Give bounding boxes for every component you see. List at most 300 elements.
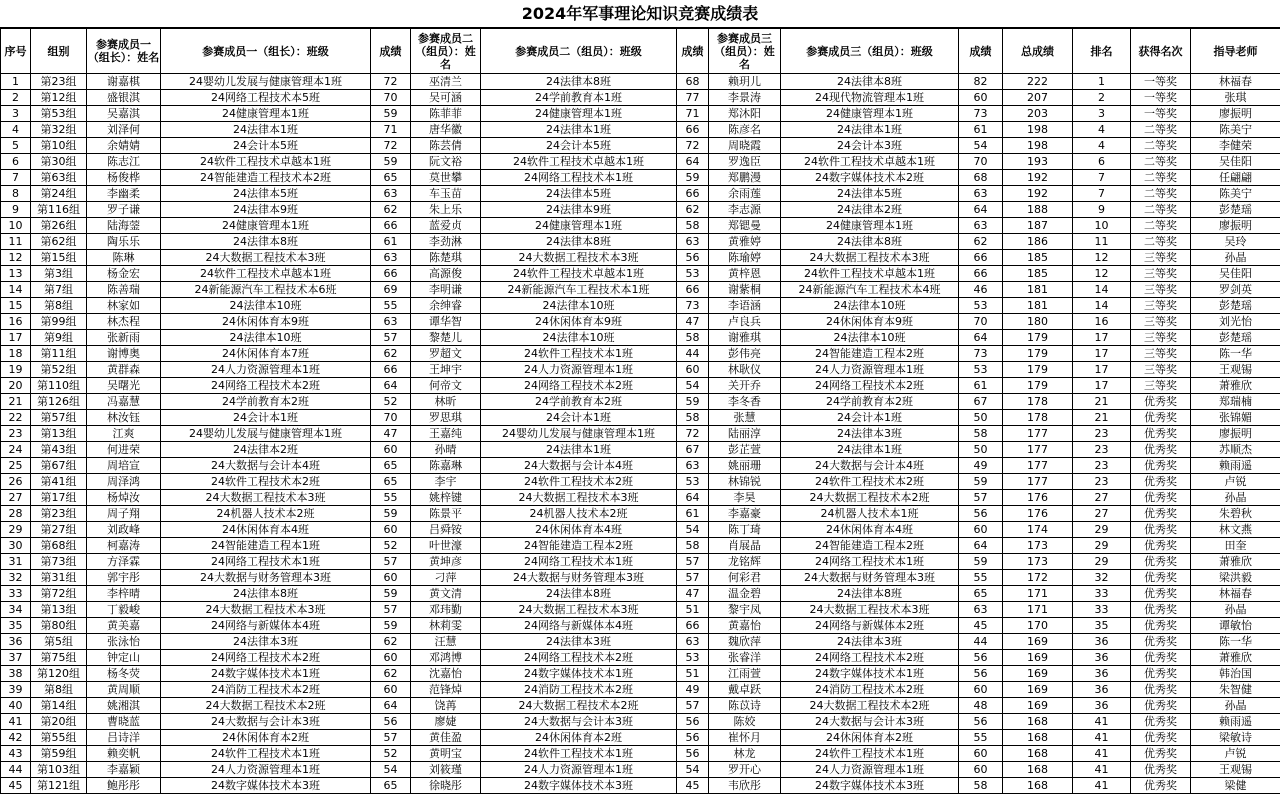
table-cell: 24软件工程技术卓越本1班	[481, 154, 677, 170]
table-cell: 10	[1, 218, 31, 234]
table-cell: 181	[1003, 298, 1073, 314]
table-cell: 第68组	[31, 538, 87, 554]
table-cell: 61	[677, 506, 709, 522]
table-cell: 优秀奖	[1131, 538, 1191, 554]
table-cell: 彭伟亮	[709, 346, 781, 362]
table-cell: 第52组	[31, 362, 87, 378]
table-cell: 58	[677, 538, 709, 554]
table-body	[1, 74, 1280, 794]
table-cell: 江爽	[87, 426, 161, 442]
table-cell: 杨冬荧	[87, 666, 161, 682]
table-cell: 第31组	[31, 570, 87, 586]
table-cell: 24法律本8班	[781, 74, 959, 90]
table-cell: 杨俊桦	[87, 170, 161, 186]
table-cell: 孙晶	[1191, 698, 1280, 714]
table-row	[1, 762, 1280, 778]
table-cell: 24大数据与会计本4班	[781, 458, 959, 474]
table-cell: 林耿仪	[709, 362, 781, 378]
table-cell: 17	[1073, 346, 1131, 362]
table-cell: 57	[677, 570, 709, 586]
table-cell: 59	[371, 106, 411, 122]
table-cell: 15	[1, 298, 31, 314]
table-cell: 57	[677, 698, 709, 714]
table-cell: 56	[677, 250, 709, 266]
table-cell: 李嘉豪	[709, 506, 781, 522]
table-cell: 二等奖	[1131, 202, 1191, 218]
table-cell: 郑锶曼	[709, 218, 781, 234]
table-cell: 24大数据与会计本4班	[161, 458, 371, 474]
table-cell: 63	[677, 634, 709, 650]
table-cell: 24网络工程技术本1班	[161, 554, 371, 570]
table-cell: 12	[1, 250, 31, 266]
table-cell: 188	[1003, 202, 1073, 218]
column-header: 排名	[1073, 29, 1131, 74]
table-cell: 50	[959, 442, 1003, 458]
table-cell: 第5组	[31, 634, 87, 650]
table-cell: 24法律本1班	[781, 442, 959, 458]
table-cell: 陈楚琪	[411, 250, 481, 266]
table-cell: 罗思琪	[411, 410, 481, 426]
table-cell: 177	[1003, 458, 1073, 474]
table-cell: 36	[1073, 682, 1131, 698]
table-cell: 60	[677, 362, 709, 378]
table-cell: 24新能源汽车工程技术本4班	[781, 282, 959, 298]
table-cell: 第15组	[31, 250, 87, 266]
table-cell: 唐华徽	[411, 122, 481, 138]
table-cell: 72	[677, 138, 709, 154]
table-row	[1, 154, 1280, 170]
table-cell: 66	[677, 186, 709, 202]
table-cell: 66	[677, 618, 709, 634]
table-cell: 第3组	[31, 266, 87, 282]
table-cell: 卢锐	[1191, 746, 1280, 762]
table-cell: 24大数据与会计本3班	[161, 714, 371, 730]
table-row	[1, 538, 1280, 554]
table-cell: 第67组	[31, 458, 87, 474]
table-cell: 24法律本2班	[161, 442, 371, 458]
table-cell: 24法律本10班	[781, 298, 959, 314]
table-cell: 谢紫桐	[709, 282, 781, 298]
table-cell: 韩治国	[1191, 666, 1280, 682]
table-cell: 31	[1, 554, 31, 570]
table-cell: 刘光怡	[1191, 314, 1280, 330]
table-cell: 张睿洋	[709, 650, 781, 666]
table-cell: 62	[677, 202, 709, 218]
table-cell: 陈菲菲	[411, 106, 481, 122]
table-cell: 陈姣	[709, 714, 781, 730]
table-cell: 30	[1, 538, 31, 554]
table-cell: 17	[1073, 378, 1131, 394]
table-cell: 二等奖	[1131, 186, 1191, 202]
table-cell: 罗开心	[709, 762, 781, 778]
table-cell: 171	[1003, 602, 1073, 618]
table-row	[1, 682, 1280, 698]
table-row	[1, 730, 1280, 746]
table-cell: 陈丁琦	[709, 522, 781, 538]
table-cell: 第63组	[31, 170, 87, 186]
table-cell: 廖振明	[1191, 106, 1280, 122]
table-cell: 24智能建造工程本2班	[781, 538, 959, 554]
table-cell: 27	[1073, 506, 1131, 522]
table-cell: 沈嘉怡	[411, 666, 481, 682]
column-header: 参赛成员二（组员）：姓名	[411, 29, 481, 74]
table-cell: 64	[677, 490, 709, 506]
table-cell: 24软件工程技术本1班	[481, 746, 677, 762]
column-header: 总成绩	[1003, 29, 1073, 74]
table-cell: 9	[1073, 202, 1131, 218]
table-cell: 60	[959, 522, 1003, 538]
table-cell: 54	[677, 522, 709, 538]
table-cell: 24软件工程技术卓越本1班	[161, 266, 371, 282]
column-header: 序号	[1, 29, 31, 74]
table-cell: 24法律本3班	[481, 634, 677, 650]
table-cell: 24	[1, 442, 31, 458]
table-cell: 64	[959, 538, 1003, 554]
table-cell: 24消防工程技术本2班	[161, 682, 371, 698]
table-cell: 4	[1073, 138, 1131, 154]
table-cell: 刘筱瑾	[411, 762, 481, 778]
table-cell: 第10组	[31, 138, 87, 154]
table-cell: 77	[677, 90, 709, 106]
table-cell: 丁毅峻	[87, 602, 161, 618]
table-cell: 24休闲体育本9班	[781, 314, 959, 330]
table-cell: 24法律本8班	[481, 586, 677, 602]
table-cell: 32	[1, 570, 31, 586]
table-cell: 24法律本10班	[161, 298, 371, 314]
table-cell: 优秀奖	[1131, 698, 1191, 714]
table-cell: 69	[371, 282, 411, 298]
table-cell: 24法律本5班	[781, 186, 959, 202]
table-cell: 黄嘉怡	[709, 618, 781, 634]
table-cell: 59	[959, 474, 1003, 490]
table-row	[1, 570, 1280, 586]
table-cell: 24软件工程技术卓越本1班	[161, 154, 371, 170]
table-cell: 176	[1003, 490, 1073, 506]
table-cell: 60	[371, 570, 411, 586]
table-cell: 鲍彤彤	[87, 778, 161, 794]
table-cell: 3	[1073, 106, 1131, 122]
table-cell: 陈瑜婷	[709, 250, 781, 266]
table-cell: 第26组	[31, 218, 87, 234]
table-cell: 第55组	[31, 730, 87, 746]
table-cell: 24休闲体育本9班	[161, 314, 371, 330]
table-cell: 60	[371, 522, 411, 538]
table-cell: 64	[677, 154, 709, 170]
table-cell: 孙晶	[1191, 250, 1280, 266]
table-cell: 优秀奖	[1131, 506, 1191, 522]
table-cell: 张慧	[709, 410, 781, 426]
table-cell: 24休闲体育本2班	[781, 730, 959, 746]
table-cell: 盛银淇	[87, 90, 161, 106]
table-cell: 陈美宁	[1191, 122, 1280, 138]
table-cell: 17	[1073, 330, 1131, 346]
table-cell: 8	[1, 186, 31, 202]
table-cell: 171	[1003, 586, 1073, 602]
table-cell: 24新能源汽车工程技术本1班	[481, 282, 677, 298]
table-cell: 24休闲体育本4班	[481, 522, 677, 538]
table-cell: 68	[959, 170, 1003, 186]
table-cell: 57	[371, 554, 411, 570]
table-cell: 198	[1003, 138, 1073, 154]
table-cell: 58	[677, 410, 709, 426]
table-cell: 24软件工程技术本1班	[781, 746, 959, 762]
table-cell: 24大数据与会计本3班	[481, 714, 677, 730]
table-cell: 66	[371, 362, 411, 378]
table-cell: 192	[1003, 170, 1073, 186]
table-cell: 41	[1073, 746, 1131, 762]
table-cell: 陈彦名	[709, 122, 781, 138]
table-cell: 黄群森	[87, 362, 161, 378]
table-cell: 20	[1, 378, 31, 394]
table-cell: 63	[371, 186, 411, 202]
table-cell: 72	[677, 426, 709, 442]
table-cell: 第57组	[31, 410, 87, 426]
table-cell: 罗超文	[411, 346, 481, 362]
table-cell: 徐晓彤	[411, 778, 481, 794]
table-cell: 24会计本1班	[481, 410, 677, 426]
table-cell: 邓玮勤	[411, 602, 481, 618]
table-cell: 陆海蓥	[87, 218, 161, 234]
table-cell: 24网络工程技术本2班	[781, 650, 959, 666]
header-row	[1, 29, 1280, 74]
table-cell: 65	[959, 586, 1003, 602]
table-cell: 优秀奖	[1131, 650, 1191, 666]
table-cell: 优秀奖	[1131, 522, 1191, 538]
table-cell: 24人力资源管理本1班	[161, 362, 371, 378]
table-cell: 12	[1073, 266, 1131, 282]
table-cell: 24法律本8班	[161, 586, 371, 602]
table-cell: 林昕	[411, 394, 481, 410]
table-cell: 萧雅欣	[1191, 554, 1280, 570]
table-cell: 24智能建造工程本1班	[161, 538, 371, 554]
table-cell: 2	[1073, 90, 1131, 106]
table-cell: 王坤宇	[411, 362, 481, 378]
table-row	[1, 490, 1280, 506]
table-cell: 罗子谦	[87, 202, 161, 218]
table-cell: 黄美嘉	[87, 618, 161, 634]
table-cell: 24软件工程技术本2班	[781, 474, 959, 490]
table-cell: 24法律本5班	[161, 186, 371, 202]
table-cell: 36	[1073, 698, 1131, 714]
table-cell: 24软件工程技术卓越本1班	[481, 266, 677, 282]
table-cell: 24大数据工程技术本3班	[781, 602, 959, 618]
table-cell: 24会计本5班	[161, 138, 371, 154]
table-cell: 36	[1073, 650, 1131, 666]
table-cell: 24会计本1班	[781, 410, 959, 426]
table-cell: 赖雨遥	[1191, 714, 1280, 730]
table-cell: 第20组	[31, 714, 87, 730]
table-cell: 62	[371, 666, 411, 682]
table-cell: 52	[371, 538, 411, 554]
table-cell: 第75组	[31, 650, 87, 666]
table-cell: 207	[1003, 90, 1073, 106]
table-cell: 杨金宏	[87, 266, 161, 282]
table-row	[1, 234, 1280, 250]
table-cell: 1	[1, 74, 31, 90]
table-cell: 孙晶	[1191, 602, 1280, 618]
table-cell: 41	[1073, 778, 1131, 794]
table-row	[1, 506, 1280, 522]
table-cell: 168	[1003, 762, 1073, 778]
table-cell: 21	[1073, 410, 1131, 426]
table-cell: 吴可涵	[411, 90, 481, 106]
table-cell: 李语涵	[709, 298, 781, 314]
table-cell: 杨焯汝	[87, 490, 161, 506]
table-cell: 谭敏怡	[1191, 618, 1280, 634]
table-row	[1, 250, 1280, 266]
table-cell: 24大数据工程技术本2班	[481, 698, 677, 714]
table-cell: 24消防工程技术本2班	[481, 682, 677, 698]
table-cell: 肖展晶	[709, 538, 781, 554]
table-cell: 第11组	[31, 346, 87, 362]
table-cell: 优秀奖	[1131, 618, 1191, 634]
table-cell: 59	[959, 554, 1003, 570]
table-cell: 廖婕	[411, 714, 481, 730]
table-row	[1, 666, 1280, 682]
table-cell: 57	[371, 730, 411, 746]
table-cell: 36	[1, 634, 31, 650]
table-cell: 52	[371, 394, 411, 410]
table-row	[1, 442, 1280, 458]
table-cell: 吴曙光	[87, 378, 161, 394]
table-cell: 59	[677, 394, 709, 410]
table-cell: 24婴幼儿发展与健康管理本1班	[481, 426, 677, 442]
table-cell: 169	[1003, 650, 1073, 666]
table-cell: 23	[1073, 426, 1131, 442]
table-cell: 巫清兰	[411, 74, 481, 90]
table-cell: 王嘉纯	[411, 426, 481, 442]
table-cell: 陈志江	[87, 154, 161, 170]
table-cell: 56	[677, 746, 709, 762]
table-cell: 陈一华	[1191, 346, 1280, 362]
table-cell: 李景涛	[709, 90, 781, 106]
table-cell: 82	[959, 74, 1003, 90]
table-row	[1, 698, 1280, 714]
table-cell: 林福春	[1191, 586, 1280, 602]
table-cell: 第12组	[31, 90, 87, 106]
table-cell: 41	[1073, 762, 1131, 778]
table-cell: 车玉苗	[411, 186, 481, 202]
table-cell: 第53组	[31, 106, 87, 122]
table-row	[1, 602, 1280, 618]
table-cell: 李志源	[709, 202, 781, 218]
table-cell: 66	[371, 218, 411, 234]
table-cell: 24数字媒体技术本1班	[161, 666, 371, 682]
table-row	[1, 218, 1280, 234]
table-cell: 7	[1073, 186, 1131, 202]
table-row	[1, 202, 1280, 218]
table-cell: 姚梓键	[411, 490, 481, 506]
table-cell: 第13组	[31, 426, 87, 442]
table-cell: 张新雨	[87, 330, 161, 346]
column-header: 获得名次	[1131, 29, 1191, 74]
table-cell: 70	[371, 90, 411, 106]
table-cell: 梁健	[1191, 778, 1280, 794]
table-cell: 53	[677, 474, 709, 490]
table-cell: 优秀奖	[1131, 762, 1191, 778]
table-cell: 周晓霞	[709, 138, 781, 154]
table-cell: 24休闲体育本2班	[161, 730, 371, 746]
table-cell: 二等奖	[1131, 138, 1191, 154]
table-cell: 56	[959, 714, 1003, 730]
table-cell: 24大数据与财务管理本3班	[481, 570, 677, 586]
table-cell: 24软件工程技术本2班	[161, 474, 371, 490]
table-cell: 52	[371, 746, 411, 762]
table-cell: 168	[1003, 730, 1073, 746]
table-cell: 陈景平	[411, 506, 481, 522]
table-cell: 24休闲体育本4班	[781, 522, 959, 538]
table-cell: 38	[1, 666, 31, 682]
table-cell: 70	[959, 154, 1003, 170]
table-cell: 吕舜铵	[411, 522, 481, 538]
table-cell: 黎楚儿	[411, 330, 481, 346]
table-cell: 24大数据工程技术本3班	[161, 602, 371, 618]
table-cell: 66	[959, 250, 1003, 266]
table-cell: 34	[1, 602, 31, 618]
column-header: 参赛成员三（组员）：姓名	[709, 29, 781, 74]
table-cell: 53	[677, 266, 709, 282]
table-cell: 33	[1, 586, 31, 602]
table-cell: 198	[1003, 122, 1073, 138]
table-cell: 第99组	[31, 314, 87, 330]
table-cell: 汪慧	[411, 634, 481, 650]
table-cell: 56	[371, 714, 411, 730]
table-row	[1, 106, 1280, 122]
table-cell: 一等奖	[1131, 106, 1191, 122]
table-cell: 优秀奖	[1131, 442, 1191, 458]
table-cell: 黄佳盈	[411, 730, 481, 746]
table-cell: 178	[1003, 410, 1073, 426]
table-cell: 60	[371, 442, 411, 458]
table-cell: 24数字媒体技术本3班	[481, 778, 677, 794]
table-cell: 24大数据工程技术本2班	[781, 698, 959, 714]
table-cell: 24法律本3班	[161, 634, 371, 650]
table-cell: 刘泽何	[87, 122, 161, 138]
table-cell: 17	[1, 330, 31, 346]
table-cell: 第14组	[31, 698, 87, 714]
table-row	[1, 746, 1280, 762]
table-cell: 温金碧	[709, 586, 781, 602]
table-cell: 59	[371, 586, 411, 602]
table-cell: 54	[371, 762, 411, 778]
table-cell: 三等奖	[1131, 282, 1191, 298]
table-cell: 优秀奖	[1131, 682, 1191, 698]
table-cell: 三等奖	[1131, 298, 1191, 314]
table-cell: 林福春	[1191, 74, 1280, 90]
table-cell: 王观锡	[1191, 362, 1280, 378]
table-cell: 1	[1073, 74, 1131, 90]
table-cell: 24法律本2班	[781, 202, 959, 218]
table-cell: 24法律本9班	[481, 202, 677, 218]
table-cell: 24大数据工程技术本3班	[481, 490, 677, 506]
table-cell: 169	[1003, 634, 1073, 650]
table-cell: 周泽鸿	[87, 474, 161, 490]
table-cell: 37	[1, 650, 31, 666]
table-cell: 59	[371, 506, 411, 522]
column-header: 组别	[31, 29, 87, 74]
table-cell: 65	[371, 458, 411, 474]
table-cell: 24大数据与会计本4班	[481, 458, 677, 474]
table-cell: 第43组	[31, 442, 87, 458]
table-cell: 64	[371, 378, 411, 394]
column-header: 成绩	[371, 29, 411, 74]
table-row	[1, 778, 1280, 794]
table-cell: 赖奕帆	[87, 746, 161, 762]
table-cell: 58	[959, 778, 1003, 794]
table-cell: 24人力资源管理本1班	[481, 362, 677, 378]
table-cell: 179	[1003, 330, 1073, 346]
table-cell: 优秀奖	[1131, 730, 1191, 746]
